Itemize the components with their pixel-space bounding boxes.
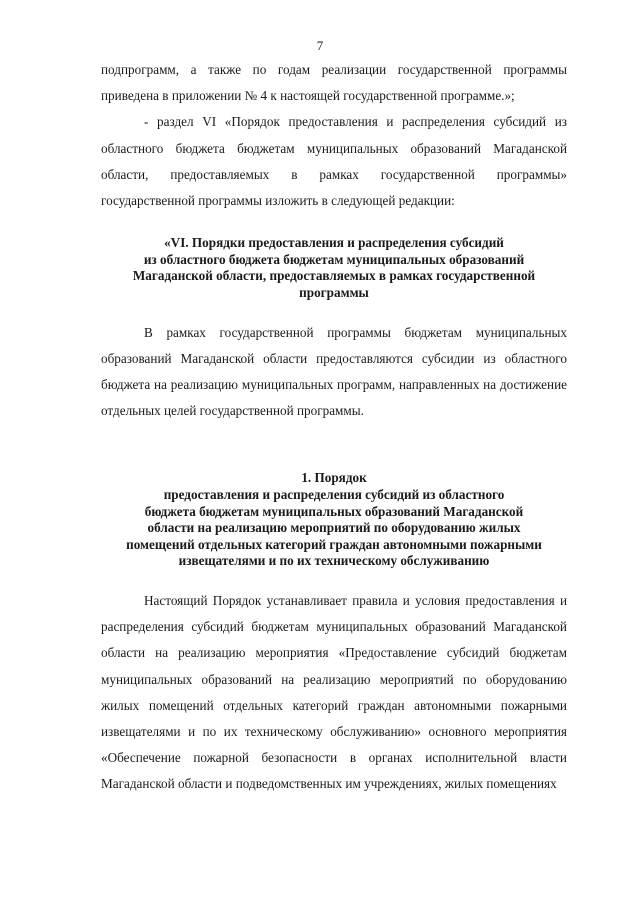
subsection-heading-1 xyxy=(101,470,567,570)
subsection-heading-line: помещений отдельных категорий граждан автономными пожарными xyxy=(126,536,542,552)
page-number: 7 xyxy=(316,38,324,53)
section-heading-vi xyxy=(101,235,567,301)
spacer xyxy=(101,570,567,588)
paragraph-subsidies-intro: В рамках государственной программы бюджетам муниципальных образований Магаданской области предоставляются субсидии из областного бюджета на реализацию муниципальных программ, направленных на достижение отдельных целей государственной программы. xyxy=(101,324,567,419)
subsection-heading-line: бюджета бюджетам муниципальных образований Магаданской xyxy=(144,503,524,519)
section-heading-line: из областного бюджета бюджетам муниципальных образований xyxy=(143,251,525,267)
subsection-heading-line: области на реализацию мероприятий по оборудованию жилых xyxy=(147,520,521,536)
subsection-heading-line: предоставления и распределения субсидий из областного xyxy=(163,487,505,502)
spacer xyxy=(101,424,567,470)
paragraph-procedure-body: Настоящий Порядок устанавливает правила и условия предоставления и распределения субсидий бюджетам муниципальных образований Магаданской области на реализацию мероприятия «Предоставление субсидий бюджетам муниципальных образований на реализацию мероприятий по оборудованию жилых помещений отдельных категорий граждан автономными пожарными извещателями и по их техническому обслуживанию» основного мероприятия «Обеспечение пожарной безопасности в органах исполнительной власти Магаданской области и подведомственных им учреждениях, жилых помещениях xyxy=(101,592,567,792)
paragraph-continuation: подпрограмм, а также по годам реализации государственной программы приведена в приложении № 4 к настоящей государственной программе.»; xyxy=(101,62,567,104)
spacer xyxy=(101,302,567,320)
section-heading-line: программы xyxy=(299,285,369,300)
page-content xyxy=(101,57,567,798)
section-heading-line: «VI. Порядки предоставления и распределения субсидий xyxy=(164,235,504,251)
subsection-heading-line: 1. Порядок xyxy=(301,470,367,486)
section-heading-line: Магаданской области, предоставляемых в рамках государственной xyxy=(132,268,536,284)
paragraph-amendment-section-vi: - раздел VI «Порядок предоставления и распределения субсидий из областного бюджета бюджетам муниципальных образований Магаданской области, предоставляемых в рамках государственной программы» государственной программы изложить в следующей редакции: xyxy=(101,114,567,209)
spacer xyxy=(101,214,567,235)
subsection-heading-line: извещателями и по их техническому обслуживанию xyxy=(178,553,490,569)
